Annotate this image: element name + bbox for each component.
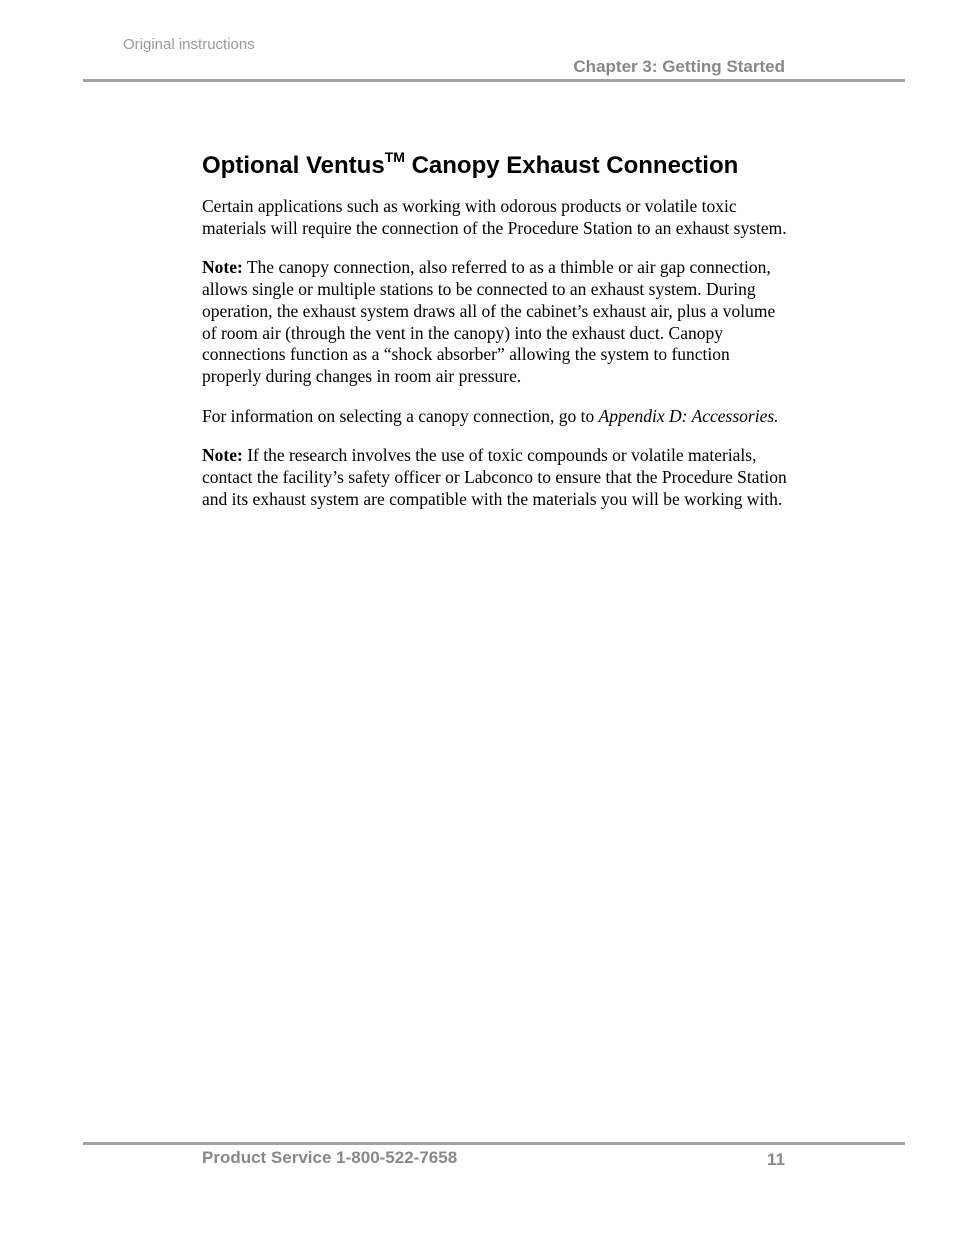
selection-info-paragraph [202, 406, 792, 428]
product-service-phone: Product Service 1-800-522-7658 [202, 1148, 458, 1167]
chapter-title: Chapter 3: Getting Started [573, 57, 785, 76]
page-content [202, 150, 792, 528]
toxic-note-text: If the research involves the use of toxic compounds or volatile materials, contact the facility’s safety officer or Labconco to ensure that the Procedure Station and its exhaust system are compatible with the materials you will be working with. [202, 445, 787, 509]
canopy-note-text: The canopy connection, also referred to as a thimble or air gap connection, allows single or multiple stations to be connected to an exhaust system. During operation, the exhaust system draws all of the cabinet’s exhaust air, plus a volume of room air (through the vent in the canopy) into the exhaust duct. Canopy connections function as a “shock absorber” allowing the system to function properly during changes in room air pressure. [202, 257, 776, 386]
trademark-mark: TM [384, 149, 405, 165]
note-label: Note: [202, 257, 243, 278]
section-title-rest: Canopy Exhaust Connection [404, 152, 739, 179]
selection-info-text: For information on selecting a canopy connection, go to [202, 405, 599, 426]
footer-divider [83, 1142, 905, 1145]
page-number: 11 [767, 1150, 785, 1169]
intro-paragraph: Certain applications such as working with odorous products or volatile toxic materials will require the connection of the Procedure Station to an exhaust system. [202, 196, 787, 238]
header-divider [83, 79, 905, 82]
note-label: Note: [202, 445, 243, 466]
appendix-reference: Appendix D: Accessories. [598, 405, 779, 426]
toxic-note-paragraph [202, 445, 792, 510]
section-title [202, 150, 792, 182]
document-origin-note: Original instructions [123, 36, 255, 53]
section-title-main: Optional Ventus [202, 152, 385, 179]
canopy-note-paragraph [202, 257, 792, 387]
